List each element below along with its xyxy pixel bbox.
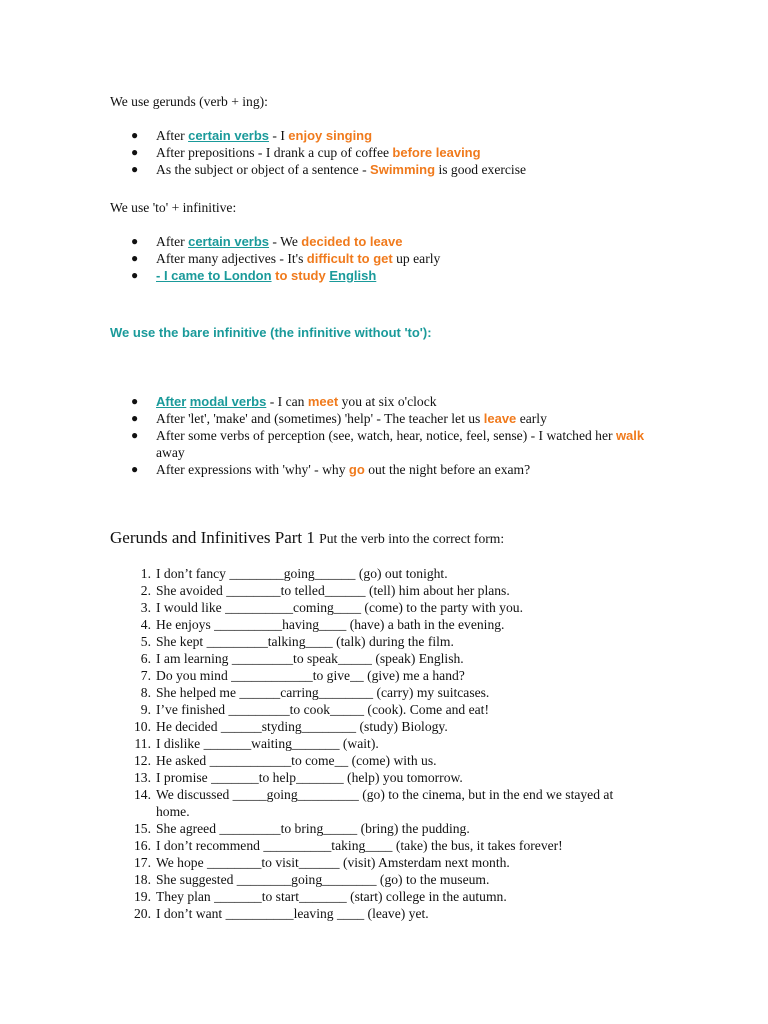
- list-item: ● After certain verbs - We decided to leave: [131, 234, 403, 249]
- exercise-text: We hope ________to visit______ (visit) Amsterdam next month.: [156, 855, 510, 870]
- exercise-text: I don’t recommend __________taking____ (take) the bus, it takes forever!: [156, 838, 563, 853]
- exercise-item: [110, 616, 620, 633]
- list-item: ● After some verbs of perception (see, watch, hear, notice, feel, sense) - I watched her walk away: [131, 428, 645, 460]
- after-link[interactable]: After: [156, 394, 187, 409]
- english-link[interactable]: English: [329, 268, 377, 283]
- gerunds-intro: We use gerunds (verb + ing):: [110, 94, 268, 109]
- exercise-number: 11.: [134, 736, 151, 751]
- exercise-instruction: Put the verb into the correct form:: [319, 531, 505, 546]
- exercise-text: We discussed _____going_________ (go) to the cinema, but in the end we stayed at home.: [156, 787, 614, 819]
- exercise-text: Do you mind ____________to give__ (give) me a hand?: [156, 668, 465, 683]
- bullet-icon: ●: [131, 145, 139, 159]
- bullet-icon: ●: [131, 411, 139, 425]
- modal-verbs-link[interactable]: modal verbs: [189, 394, 267, 409]
- exercise-text: I dislike _______waiting_______ (wait).: [156, 736, 379, 751]
- exercise-item: [110, 837, 620, 854]
- exercise-number: 13.: [134, 770, 151, 785]
- list-item: ● After expressions with 'why' - why go out the night before an exam?: [131, 462, 531, 477]
- exercise-item: [110, 752, 620, 769]
- exercise-text: She kept _________talking____ (talk) during the film.: [156, 634, 454, 649]
- bullet-icon: ●: [131, 234, 139, 248]
- exercise-item: [110, 854, 620, 871]
- exercise-text: He enjoys __________having____ (have) a bath in the evening.: [156, 617, 505, 632]
- bullet-icon: ●: [131, 162, 139, 176]
- exercise-text: I don’t want __________leaving ____ (leave) yet.: [156, 906, 429, 921]
- exercise-title: Gerunds and Infinitives Part 1: [110, 528, 315, 547]
- bullet-icon: ●: [131, 394, 139, 408]
- exercise-text: He decided ______styding________ (study) Biology.: [156, 719, 448, 734]
- exercise-number: 12.: [134, 753, 151, 768]
- exercise-text: She agreed _________to bring_____ (bring) the pudding.: [156, 821, 470, 836]
- list-item: ● After modal verbs - I can meet you at six o'clock: [131, 394, 437, 409]
- exercise-item: [110, 582, 620, 599]
- exercise-section: [110, 529, 710, 547]
- exercise-number: 15.: [134, 821, 151, 836]
- bullet-icon: ●: [131, 268, 139, 282]
- exercise-number: 6.: [140, 651, 151, 666]
- list-item: ● After certain verbs - I enjoy singing: [131, 128, 373, 143]
- exercise-item: [110, 667, 620, 684]
- exercise-item: [110, 888, 620, 905]
- exercise-item: [110, 565, 620, 582]
- exercise-number: 10.: [134, 719, 151, 734]
- exercise-number: 8.: [140, 685, 151, 700]
- bullet-icon: ●: [131, 251, 139, 265]
- exercise-item: [110, 871, 620, 888]
- bare-infinitive-list: [110, 393, 670, 478]
- exercise-number: 5.: [140, 634, 151, 649]
- exercise-list: [110, 565, 620, 922]
- exercise-text: She helped me ______carring________ (carry) my suitcases.: [156, 685, 490, 700]
- bullet-icon: ●: [131, 462, 139, 476]
- exercise-text: I am learning _________to speak_____ (speak) English.: [156, 651, 464, 666]
- exercise-number: 14.: [134, 787, 151, 802]
- exercise-item: [110, 684, 620, 701]
- exercise-text: They plan _______to start_______ (start) college in the autumn.: [156, 889, 507, 904]
- exercise-item: [110, 633, 620, 650]
- exercise-text: She suggested ________going________ (go) to the museum.: [156, 872, 490, 887]
- exercise-text: I don’t fancy ________going______ (go) out tonight.: [156, 566, 448, 581]
- exercise-number: 1.: [140, 566, 151, 581]
- exercise-number: 17.: [134, 855, 151, 870]
- list-item: ● - I came to London to study English: [131, 268, 377, 283]
- exercise-text: He asked ____________to come__ (come) with us.: [156, 753, 437, 768]
- exercise-number: 9.: [140, 702, 151, 717]
- exercise-number: 16.: [134, 838, 151, 853]
- came-to-london-link[interactable]: - I came to London: [156, 268, 272, 283]
- exercise-list-block: [110, 565, 620, 922]
- exercise-number: 4.: [140, 617, 151, 632]
- infinitive-section: [110, 199, 710, 284]
- list-item: ● After many adjectives - It's difficult to get up early: [131, 251, 441, 266]
- bullet-icon: ●: [131, 128, 139, 142]
- exercise-item: [110, 769, 620, 786]
- exercise-number: 3.: [140, 600, 151, 615]
- exercise-text: She avoided ________to telled______ (tell) him about her plans.: [156, 583, 510, 598]
- exercise-item: [110, 905, 620, 922]
- infinitive-list: [110, 233, 710, 284]
- exercise-heading: [110, 529, 710, 547]
- exercise-item: [110, 701, 620, 718]
- certain-verbs-link[interactable]: certain verbs: [188, 234, 270, 249]
- exercise-number: 19.: [134, 889, 151, 904]
- list-item: ● After prepositions - I drank a cup of coffee before leaving: [131, 145, 481, 160]
- exercise-item: [110, 599, 620, 616]
- exercise-text: I’ve finished _________to cook_____ (cook). Come and eat!: [156, 702, 489, 717]
- exercise-item: [110, 650, 620, 667]
- gerunds-section: [110, 93, 710, 178]
- exercise-number: 7.: [140, 668, 151, 683]
- exercise-number: 18.: [134, 872, 151, 887]
- exercise-text: I would like __________coming____ (come) to the party with you.: [156, 600, 523, 615]
- bare-infinitive-list-block: [110, 393, 670, 478]
- infinitive-intro: We use 'to' + infinitive:: [110, 200, 237, 215]
- gerunds-list: [110, 127, 710, 178]
- list-item: ● As the subject or object of a sentence - Swimming is good exercise: [131, 162, 527, 177]
- list-item: ● After 'let', 'make' and (sometimes) 'help' - The teacher let us leave early: [131, 411, 547, 426]
- exercise-text: I promise _______to help_______ (help) you tomorrow.: [156, 770, 463, 785]
- bullet-icon: ●: [131, 428, 139, 442]
- exercise-item: [110, 786, 620, 820]
- exercise-number: 2.: [140, 583, 151, 598]
- exercise-item: [110, 735, 620, 752]
- exercise-item: [110, 718, 620, 735]
- exercise-item: [110, 820, 620, 837]
- exercise-number: 20.: [134, 906, 151, 921]
- certain-verbs-link[interactable]: certain verbs: [188, 128, 270, 143]
- bare-infinitive-heading: We use the bare infinitive (the infinitive without 'to'):: [110, 325, 432, 340]
- bare-infinitive-section: [110, 324, 710, 341]
